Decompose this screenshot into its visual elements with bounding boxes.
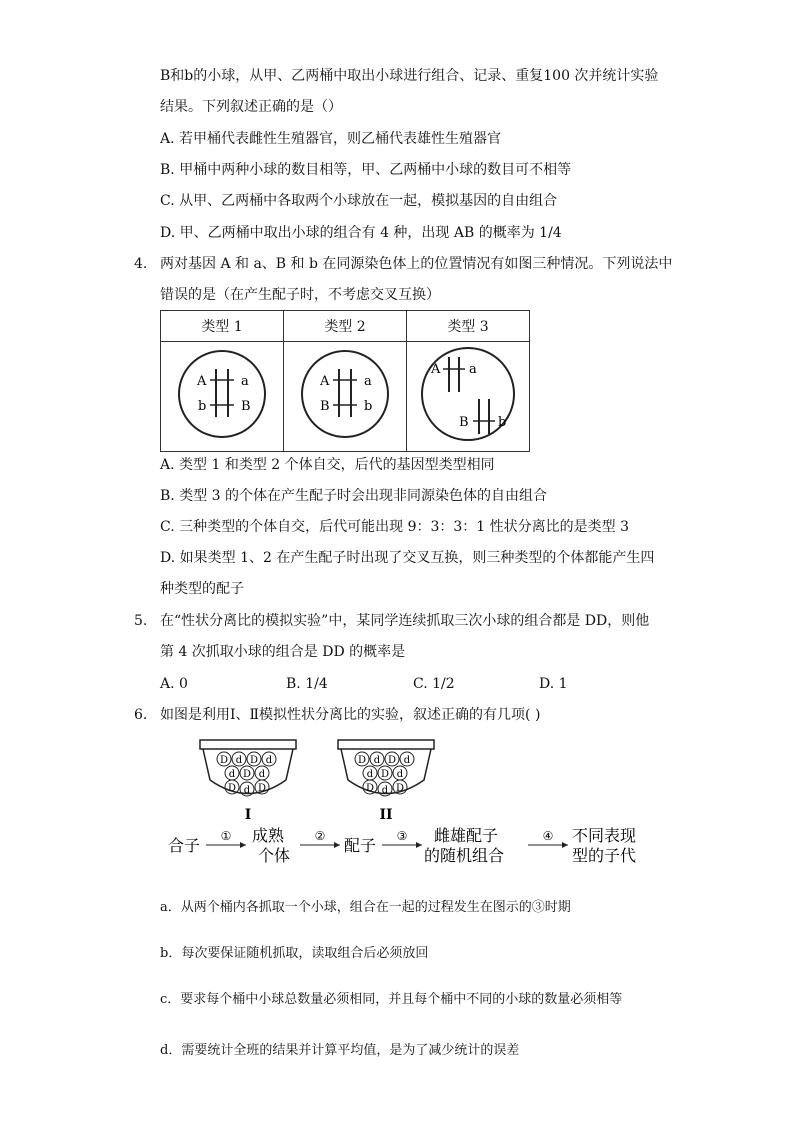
bucket-ii-ball-r1-1: D — [357, 755, 367, 766]
q3-option-d: D. 甲、乙两桶中取出小球的组合有 4 种，出现 AB 的概率为 1/4 — [160, 225, 562, 241]
type3-cell-diagram — [407, 342, 529, 447]
type1-cell-diagram — [161, 342, 283, 447]
bucket-i-ball-r1-1: D — [219, 755, 229, 766]
type3-label-tr: a — [469, 362, 477, 377]
type2-label-tl: A — [320, 374, 330, 389]
flow-node3-top: 雌雄配子 — [434, 826, 499, 845]
type3-cell — [407, 342, 530, 452]
bucket-ii-ball-r1-2: d — [373, 755, 381, 766]
bucket-i-ball-r3-1: D — [227, 783, 237, 794]
q5-option-d: D. 1 — [539, 676, 568, 692]
q6-experiment-diagram — [160, 735, 680, 870]
bucket-ii-ball-r3-1: D — [365, 783, 375, 794]
bucket-ii — [338, 740, 434, 823]
flow-start: 合子 — [168, 836, 201, 855]
flow-step-4: ④ — [542, 829, 554, 843]
type3-label-bl: B — [459, 415, 469, 430]
bucket-ii-ball-r2-2: D — [380, 769, 390, 780]
flow-chart — [168, 826, 636, 865]
bucket-i-ball-r3-2: d — [243, 785, 251, 796]
flow-node4-top: 不同表现 — [572, 826, 637, 845]
flow-node3-bottom: 的随机组合 — [424, 846, 505, 865]
type1-header: 类型 1 — [161, 311, 284, 342]
bucket-i-ball-r2-1: d — [228, 769, 236, 780]
q5-option-b: B. 1/4 — [286, 676, 328, 692]
flow-node1-top: 成熟 — [252, 826, 285, 845]
bucket-ii-ball-r2-3: d — [396, 769, 404, 780]
bucket-ii-ball-r1-4: d — [403, 755, 411, 766]
bucket-i-rim — [200, 740, 296, 749]
type1-label-tl: A — [197, 374, 207, 389]
type3-header: 类型 3 — [407, 311, 530, 342]
q5-option-a: A. 0 — [160, 676, 188, 692]
type3-label-br: b — [498, 415, 507, 430]
q4-option-a: A. 类型 1 和类型 2 个体自交，后代的基因型类型相同 — [160, 457, 495, 473]
bucket-ii-ball-r3-3: D — [395, 783, 405, 794]
bucket-ii-ball-r2-1: d — [366, 769, 374, 780]
q3-stem-line1: B和b的小球，从甲、乙两桶中取出小球进行组合、记录、重复100 次并统计实验 — [160, 68, 659, 84]
q6-statement-a: a．从两个桶内各抓取一个小球，组合在一起的过程发生在图示的③时期 — [160, 900, 571, 915]
chromosome-types-table — [160, 310, 530, 452]
q5-option-c: C. 1/2 — [413, 676, 455, 692]
q5-number: 5. — [134, 613, 148, 629]
q6-statement-d: d．需要统计全班的结果并计算平均值，是为了减少统计的误差 — [160, 1043, 520, 1058]
flow-step-1: ① — [220, 829, 232, 843]
q4-option-d: D. 如果类型 1、2 在产生配子时出现了交叉互换，则三种类型的个体都能产生四 — [160, 550, 655, 566]
q4-option-c: C. 三种类型的个体自交，后代可能出现 9：3：3：1 性状分离比的是类型 3 — [160, 519, 629, 535]
bucket-i-label: I — [244, 807, 252, 823]
q6-stem: 如图是利用Ⅰ、Ⅱ模拟性状分离比的实验，叙述正确的有几项( ) — [160, 707, 541, 723]
q4-option-b: B. 类型 3 的个体在产生配子时会出现非同源染色体的自由组合 — [160, 488, 547, 504]
type3-label-tl: A — [431, 362, 441, 377]
type2-cell-circle — [302, 351, 388, 437]
bucket-i-ball-r1-3: D — [249, 755, 259, 766]
q6-statement-b: b．每次要保证随机抓取，读取组合后必须放回 — [160, 946, 429, 961]
type2-label-bl: B — [320, 399, 330, 414]
q3-option-a: A. 若甲桶代表雌性生殖器官，则乙桶代表雄性生殖器官 — [160, 131, 502, 147]
q5-stem-line1: 在“性状分离比的模拟实验”中，某同学连续抓取三次小球的组合都是 DD，则他 — [160, 613, 650, 629]
flow-step-2: ② — [314, 829, 326, 843]
type1-cell-circle — [179, 351, 265, 437]
q5-stem-line2: 第 4 次抓取小球的组合是 DD 的概率是 — [160, 644, 406, 660]
type2-label-br: b — [364, 399, 373, 414]
q6-statement-c: c．要求每个桶中小球总数量必须相同，并且每个桶中不同的小球的数量必须相等 — [160, 992, 623, 1007]
bucket-i-ball-r2-3: d — [258, 769, 266, 780]
q3-option-b: B. 甲桶中两种小球的数目相等，甲、乙两桶中小球的数目可不相等 — [160, 162, 572, 178]
type1-cell — [161, 342, 284, 452]
bucket-i-ball-r3-3: D — [257, 783, 267, 794]
bucket-i-ball-r2-2: D — [242, 769, 252, 780]
q3-option-c: C. 从甲、乙两桶中各取两个小球放在一起，模拟基因的自由组合 — [160, 193, 558, 209]
q4-stem-line1: 两对基因 A 和 a、B 和 b 在同源染色体上的位置情况有如图三种情况。下列说法中 — [160, 256, 673, 272]
flow-step-3: ③ — [396, 829, 408, 843]
bucket-ii-ball-r1-3: D — [387, 755, 397, 766]
type1-label-tr: a — [241, 374, 249, 389]
type2-cell-diagram — [284, 342, 406, 447]
type2-header: 类型 2 — [284, 311, 407, 342]
q4-stem-line2: 错误的是（在产生配子时，不考虑交叉互换） — [160, 287, 440, 303]
bucket-i — [200, 740, 296, 823]
type1-label-br: B — [241, 399, 251, 414]
type2-label-tr: a — [364, 374, 372, 389]
type2-cell — [284, 342, 407, 452]
flow-node2: 配子 — [344, 836, 377, 855]
flow-node4-bottom: 型的子代 — [572, 846, 637, 865]
type1-label-bl: b — [198, 399, 207, 414]
q4-option-d-continued: 种类型的配子 — [160, 581, 244, 597]
bucket-ii-rim — [338, 740, 434, 749]
bucket-ii-ball-r3-2: d — [381, 785, 389, 796]
q4-number: 4. — [134, 256, 148, 272]
bucket-i-ball-r1-2: d — [235, 755, 243, 766]
bucket-i-ball-r1-4: d — [265, 755, 273, 766]
bucket-ii-label: II — [379, 807, 393, 823]
q6-number: 6. — [134, 707, 148, 723]
flow-node1-bottom: 个体 — [258, 846, 291, 865]
q3-stem-line2: 结果。下列叙述正确的是（） — [160, 99, 342, 115]
